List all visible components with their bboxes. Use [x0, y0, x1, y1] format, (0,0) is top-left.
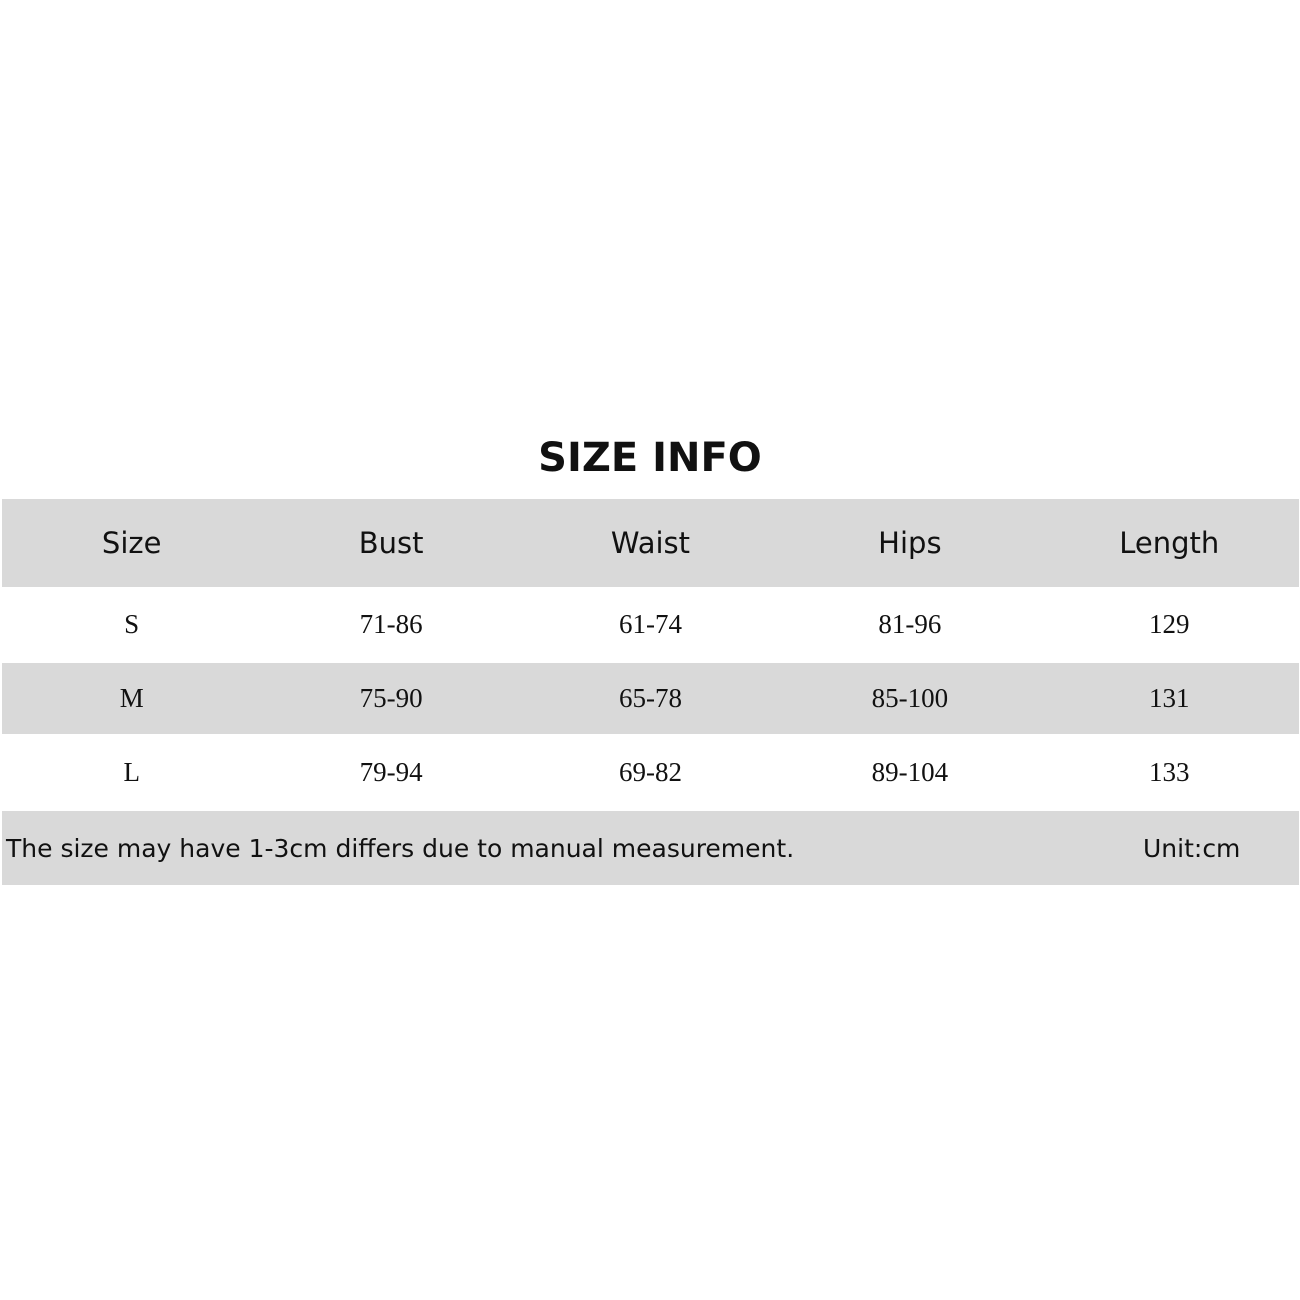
size-table: [2, 499, 1299, 885]
table-cell: 131: [1149, 683, 1190, 713]
table-cell: 129: [1149, 609, 1190, 639]
table-cell: 89-104: [871, 757, 949, 787]
table-cell: 133: [1149, 757, 1190, 787]
table-cell: 85-100: [871, 683, 949, 713]
table-cell: 79-94: [359, 757, 423, 787]
table-row: [2, 737, 1299, 808]
table-cell: 75-90: [359, 683, 423, 713]
page-title: SIZE INFO: [538, 435, 762, 481]
table-cell: 71-86: [359, 609, 423, 639]
table-cell: 81-96: [878, 609, 942, 639]
table-header-row: [2, 499, 1299, 587]
table-cell: M: [119, 683, 144, 713]
table-cell: L: [123, 757, 140, 787]
table-cell: 65-78: [618, 683, 682, 713]
measurement-note: The size may have 1-3cm differs due to manual measurement.: [6, 833, 795, 863]
header-cell-size: Size: [101, 526, 162, 560]
table-footer: [2, 811, 1299, 885]
header-cell-bust: Bust: [358, 526, 424, 560]
table-row: [2, 589, 1299, 660]
table-cell: S: [124, 609, 140, 639]
header-cell-hips: Hips: [878, 526, 942, 560]
unit-label: Unit:cm: [1143, 833, 1241, 863]
header-cell-waist: Waist: [610, 526, 691, 560]
table-row: [2, 663, 1299, 734]
table-cell: 61-74: [618, 609, 682, 639]
header-cell-length: Length: [1119, 526, 1220, 560]
table-cell: 69-82: [618, 757, 682, 787]
